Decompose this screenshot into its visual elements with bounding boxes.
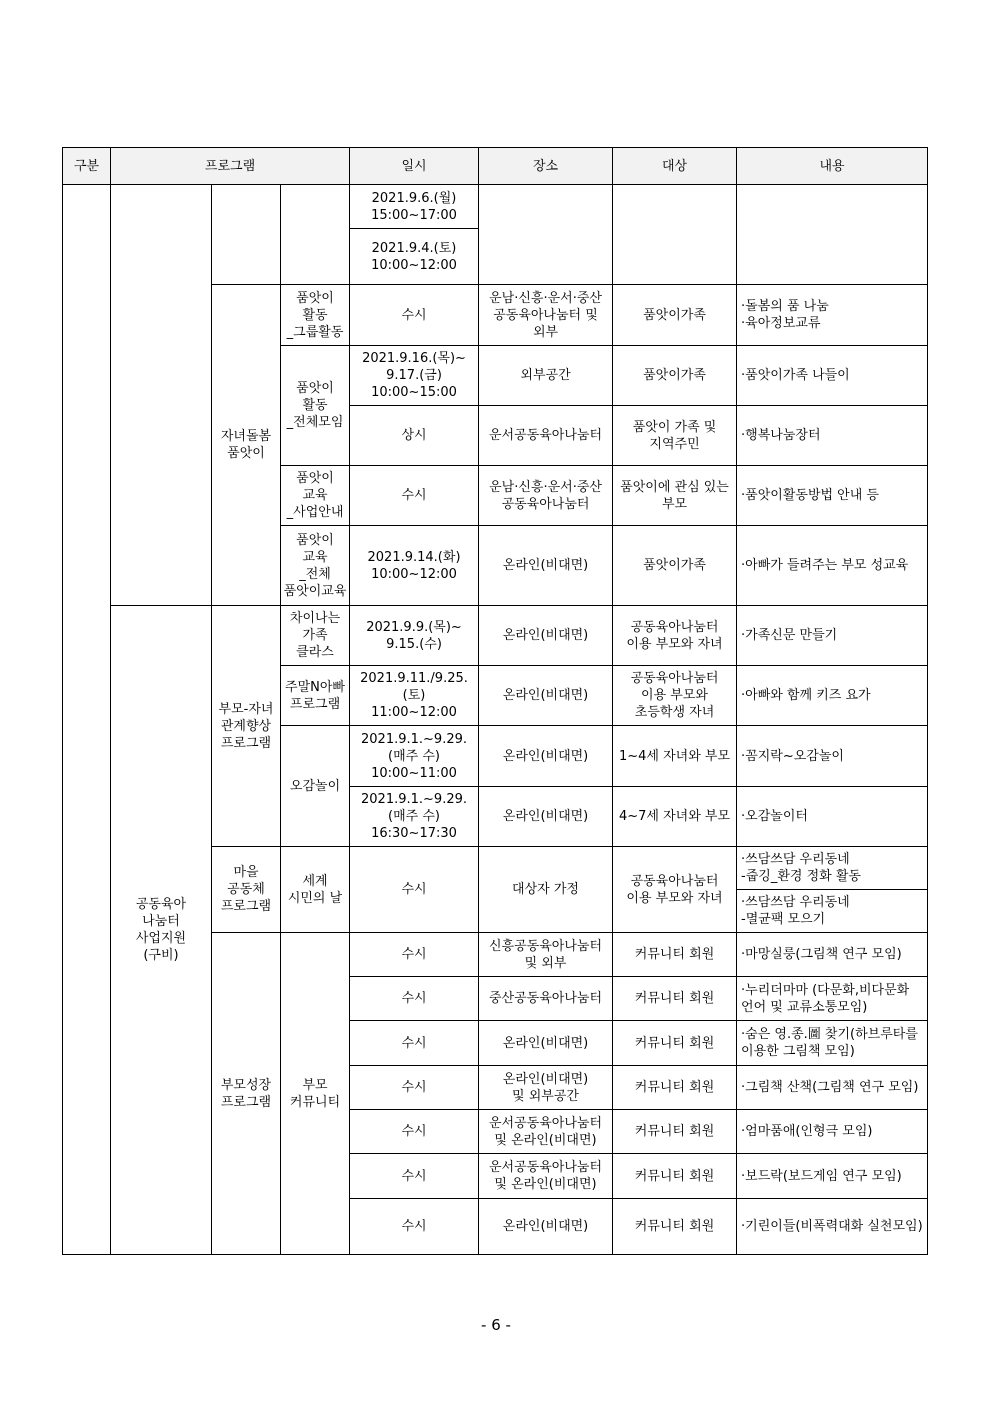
date-cell: 수시 bbox=[350, 977, 479, 1021]
header-category: 구분 bbox=[63, 148, 111, 185]
date-cell: 2021.9.1.~9.29. (매주 수) 16:30~17:30 bbox=[350, 787, 479, 847]
place-cell: 온라인(비대면) bbox=[479, 606, 613, 666]
date-cell: 수시 bbox=[350, 1021, 479, 1066]
place-cell: 신흥공동육아나눔터 및 외부 bbox=[479, 933, 613, 977]
date-cell: 2021.9.14.(화) 10:00~12:00 bbox=[350, 526, 479, 606]
content-cell: ·행복나눔장터 bbox=[737, 406, 928, 466]
blank-cell bbox=[212, 185, 281, 285]
sub-program-cell: 차이나는 가족 클라스 bbox=[281, 606, 350, 666]
sub-program-cell: 품앗이 교육 _전체 품앗이교육 bbox=[281, 526, 350, 606]
date-cell: 2021.9.6.(월) 15:00~17:00 bbox=[350, 185, 479, 229]
place-cell: 대상자 가정 bbox=[479, 847, 613, 933]
place-cell: 온라인(비대면) bbox=[479, 526, 613, 606]
header-place: 장소 bbox=[479, 148, 613, 185]
place-cell: 운서공동육아나눔터 및 온라인(비대면) bbox=[479, 1110, 613, 1154]
target-cell: 품앗이 가족 및 지역주민 bbox=[613, 406, 737, 466]
target-cell: 커뮤니티 회원 bbox=[613, 1199, 737, 1255]
date-cell: 2021.9.9.(목)~ 9.15.(수) bbox=[350, 606, 479, 666]
target-cell: 4~7세 자녀와 부모 bbox=[613, 787, 737, 847]
sub-program-cell: 세계 시민의 날 bbox=[281, 847, 350, 933]
content-cell: ·숨은 영.종.圖 찾기(하브루타를 이용한 그림책 모임) bbox=[737, 1021, 928, 1066]
date-cell: 수시 bbox=[350, 285, 479, 346]
sub-program-cell: 오감놀이 bbox=[281, 726, 350, 847]
content-cell: ·가족신문 만들기 bbox=[737, 606, 928, 666]
target-cell: 공동육아나눔터 이용 부모와 자녀 bbox=[613, 847, 737, 933]
target-cell: 커뮤니티 회원 bbox=[613, 1021, 737, 1066]
page-number: - 6 - bbox=[481, 1316, 511, 1334]
date-cell: 2021.9.1.~9.29. (매주 수) 10:00~11:00 bbox=[350, 726, 479, 787]
target-cell: 커뮤니티 회원 bbox=[613, 1110, 737, 1154]
target-cell: 품앗이가족 bbox=[613, 346, 737, 406]
target-cell: 커뮤니티 회원 bbox=[613, 1066, 737, 1110]
sub-program-cell: 품앗이 교육 _사업안내 bbox=[281, 466, 350, 526]
content-cell: ·쓰담쓰담 우리동네 -멸균팩 모으기 bbox=[737, 890, 928, 933]
place-cell: 운서공동육아나눔터 bbox=[479, 406, 613, 466]
target-cell: 공동육아나눔터 이용 부모와 초등학생 자녀 bbox=[613, 666, 737, 726]
content-cell: ·엄마품애(인형극 모임) bbox=[737, 1110, 928, 1154]
content-cell: ·기린이들(비폭력대화 실천모임) bbox=[737, 1199, 928, 1255]
group-label-village: 마을 공동체 프로그램 bbox=[212, 847, 281, 933]
target-cell: 커뮤니티 회원 bbox=[613, 933, 737, 977]
group-label-parent-child: 부모-자녀 관계향상 프로그램 bbox=[212, 606, 281, 847]
date-cell: 수시 bbox=[350, 847, 479, 933]
target-cell: 커뮤니티 회원 bbox=[613, 1154, 737, 1199]
blank-cell bbox=[281, 185, 350, 285]
target-cell: 공동육아나눔터 이용 부모와 자녀 bbox=[613, 606, 737, 666]
place-cell: 외부공간 bbox=[479, 346, 613, 406]
header-datetime: 일시 bbox=[350, 148, 479, 185]
place-cell: 온라인(비대면) bbox=[479, 666, 613, 726]
target-cell: 품앗이가족 bbox=[613, 285, 737, 346]
group-label-growth: 부모성장 프로그램 bbox=[212, 933, 281, 1255]
content-cell: ·마망실룽(그림책 연구 모임) bbox=[737, 933, 928, 977]
date-cell: 수시 bbox=[350, 1154, 479, 1199]
date-cell: 수시 bbox=[350, 1199, 479, 1255]
place-cell: 운서공동육아나눔터 및 온라인(비대면) bbox=[479, 1154, 613, 1199]
content-cell: ·품앗이활동방법 안내 등 bbox=[737, 466, 928, 526]
content-cell: ·쓰담쓰담 우리동네 -줍깅_환경 정화 활동 bbox=[737, 847, 928, 890]
place-cell: 온라인(비대면) bbox=[479, 1199, 613, 1255]
header-content: 내용 bbox=[737, 148, 928, 185]
target-cell: 1~4세 자녀와 부모 bbox=[613, 726, 737, 787]
blank-cell bbox=[479, 185, 613, 285]
blank-cell bbox=[613, 185, 737, 285]
schedule-table bbox=[62, 147, 928, 1255]
content-cell: ·보드락(보드게임 연구 모임) bbox=[737, 1154, 928, 1199]
table-row bbox=[63, 606, 928, 666]
header-program: 프로그램 bbox=[111, 148, 350, 185]
sub-program-cell: 부모 커뮤니티 bbox=[281, 933, 350, 1255]
content-cell: ·누리더마마 (다문화,비다문화 언어 및 교류소통모임) bbox=[737, 977, 928, 1021]
date-cell: 상시 bbox=[350, 406, 479, 466]
content-cell: ·아빠가 들려주는 부모 성교육 bbox=[737, 526, 928, 606]
target-cell: 품앗이가족 bbox=[613, 526, 737, 606]
header-row bbox=[63, 148, 928, 185]
content-cell: ·그림책 산책(그림책 연구 모임) bbox=[737, 1066, 928, 1110]
sub-program-cell: 품앗이 활동 _그룹활동 bbox=[281, 285, 350, 346]
date-cell: 2021.9.4.(토) 10:00~12:00 bbox=[350, 229, 479, 285]
content-cell: ·오감놀이터 bbox=[737, 787, 928, 847]
date-cell: 수시 bbox=[350, 1066, 479, 1110]
date-cell: 수시 bbox=[350, 933, 479, 977]
table-row bbox=[63, 185, 928, 229]
date-cell: 수시 bbox=[350, 1110, 479, 1154]
header-target: 대상 bbox=[613, 148, 737, 185]
content-cell: ·꼼지락~오감놀이 bbox=[737, 726, 928, 787]
content-cell: ·돌봄의 품 나눔 ·육아정보교류 bbox=[737, 285, 928, 346]
date-cell: 2021.9.16.(목)~ 9.17.(금) 10:00~15:00 bbox=[350, 346, 479, 406]
place-cell: 중산공동육아나눔터 bbox=[479, 977, 613, 1021]
content-cell: ·아빠와 함께 키즈 요가 bbox=[737, 666, 928, 726]
place-cell: 운남·신흥·운서·중산 공동육아나눔터 및 외부 bbox=[479, 285, 613, 346]
blank-cell bbox=[737, 185, 928, 285]
target-cell: 품앗이에 관심 있는 부모 bbox=[613, 466, 737, 526]
place-cell: 온라인(비대면) bbox=[479, 1021, 613, 1066]
sub-program-cell: 품앗이 활동 _전체모임 bbox=[281, 346, 350, 466]
program-group-cell: 공동육아 나눔터 사업지원 (구비) bbox=[111, 606, 212, 1255]
target-cell: 커뮤니티 회원 bbox=[613, 977, 737, 1021]
place-cell: 운남·신흥·운서·중산 공동육아나눔터 bbox=[479, 466, 613, 526]
place-cell: 온라인(비대면) bbox=[479, 787, 613, 847]
content-cell: ·품앗이가족 나들이 bbox=[737, 346, 928, 406]
category-cell bbox=[63, 185, 111, 1255]
place-cell: 온라인(비대면) bbox=[479, 726, 613, 787]
place-cell: 온라인(비대면) 및 외부공간 bbox=[479, 1066, 613, 1110]
date-cell: 수시 bbox=[350, 466, 479, 526]
date-cell: 2021.9.11./9.25.(토) 11:00~12:00 bbox=[350, 666, 479, 726]
group-label-pumasi: 자녀돌봄 품앗이 bbox=[212, 285, 281, 606]
blank-program-cell bbox=[111, 185, 212, 606]
sub-program-cell: 주말N아빠 프로그램 bbox=[281, 666, 350, 726]
